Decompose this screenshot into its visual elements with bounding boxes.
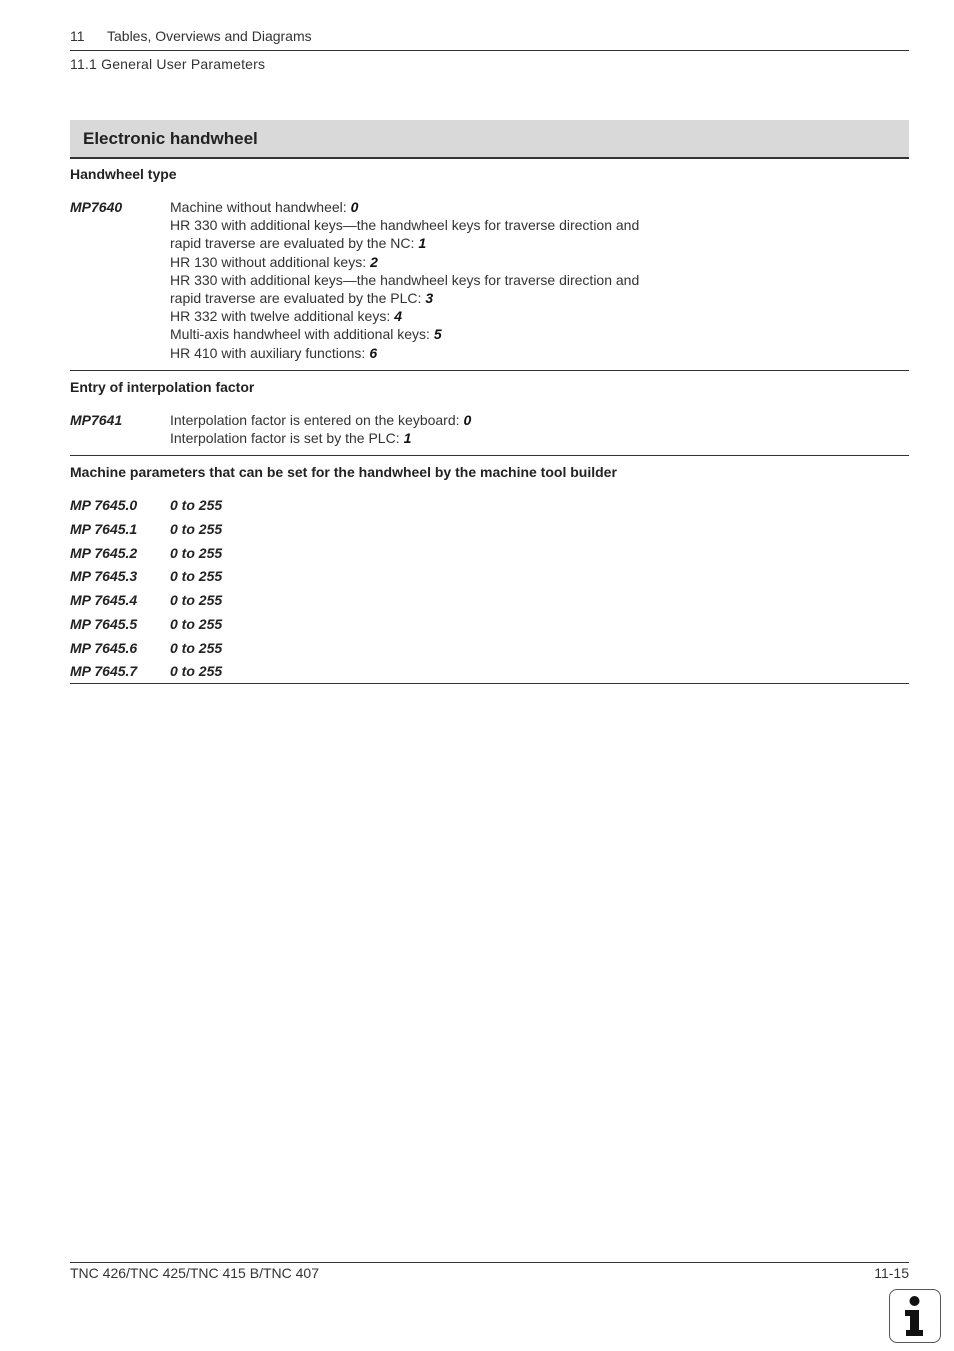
- machine-param-range: 0 to 255: [170, 616, 223, 632]
- option-line: [170, 253, 639, 271]
- machine-param-name: MP 7645.5: [70, 616, 138, 632]
- param-mp7641: MP7641: [70, 412, 123, 428]
- option-line: [170, 307, 639, 325]
- option-line: [170, 216, 639, 234]
- footer-divider: [70, 1262, 909, 1263]
- interpolation-heading: Entry of interpolation factor: [70, 379, 255, 395]
- machine-param-name: MP 7645.7: [70, 663, 138, 679]
- option-text: HR 330 with additional keys—the handwheel keys for traverse direction and: [170, 217, 640, 234]
- mp7640-options: [170, 198, 639, 362]
- option-line: [170, 289, 639, 307]
- machine-params-heading: Machine parameters that can be set for the handwheel by the machine tool builder: [70, 464, 617, 480]
- option-value: 3: [425, 289, 434, 306]
- machine-param-range: 0 to 255: [170, 521, 223, 537]
- section-divider: [70, 455, 909, 456]
- option-text: Interpolation factor is set by the PLC:: [170, 430, 400, 447]
- page-number: 11-15: [874, 1265, 909, 1281]
- option-text: HR 410 with auxiliary functions:: [170, 344, 366, 361]
- handwheel-type-heading: Handwheel type: [70, 166, 177, 182]
- option-text: Interpolation factor is entered on the keyboard:: [170, 412, 460, 428]
- running-header-chapter: [70, 28, 312, 44]
- mp7641-options: [170, 411, 471, 447]
- option-value: 5: [433, 326, 442, 343]
- option-line: [170, 271, 639, 289]
- machine-param-range: 0 to 255: [170, 497, 223, 513]
- machine-param-range: 0 to 255: [170, 592, 223, 608]
- running-header-section: 11.1 General User Parameters: [70, 56, 266, 72]
- machine-param-name: MP 7645.6: [70, 640, 138, 656]
- machine-param-range: 0 to 255: [170, 545, 223, 561]
- option-text: Machine without handwheel:: [170, 199, 347, 215]
- machine-param-name: MP 7645.4: [70, 592, 138, 608]
- info-icon[interactable]: [889, 1289, 941, 1343]
- option-line: [170, 344, 639, 362]
- option-line: [170, 411, 471, 429]
- option-text: HR 332 with twelve additional keys:: [170, 308, 391, 325]
- option-line: [170, 234, 639, 252]
- machine-param-range: 0 to 255: [170, 568, 223, 584]
- footer-models: TNC 426/TNC 425/TNC 415 B/TNC 407: [70, 1265, 319, 1281]
- option-text: HR 330 with additional keys—the handwheel keys for traverse direction and: [170, 271, 640, 288]
- section-title: Electronic handwheel: [83, 129, 258, 148]
- option-text: rapid traverse are evaluated by the NC:: [170, 235, 415, 252]
- option-text: HR 130 without additional keys:: [170, 253, 367, 270]
- option-value: 1: [403, 430, 412, 447]
- machine-param-name: MP 7645.2: [70, 545, 138, 561]
- option-value: 4: [394, 308, 403, 325]
- machine-param-name: MP 7645.0: [70, 497, 138, 513]
- section-divider: [70, 370, 909, 371]
- section-banner: [70, 120, 909, 159]
- chapter-title: Tables, Overviews and Diagrams: [107, 28, 312, 44]
- option-value: 6: [369, 344, 378, 361]
- section-divider: [70, 683, 909, 684]
- header-divider: [70, 50, 909, 51]
- option-value: 1: [418, 235, 427, 252]
- option-text: Multi-axis handwheel with additional keys:: [170, 326, 430, 343]
- chapter-number: 11: [70, 28, 85, 44]
- option-value: 2: [370, 253, 378, 270]
- option-value: 0: [350, 199, 359, 215]
- machine-param-range: 0 to 255: [170, 640, 223, 656]
- option-line: [170, 429, 471, 447]
- option-value: 0: [463, 412, 472, 428]
- option-line: [170, 325, 639, 343]
- option-line: [170, 198, 639, 216]
- param-mp7640: MP7640: [70, 199, 123, 215]
- machine-param-range: 0 to 255: [170, 663, 223, 679]
- option-text: rapid traverse are evaluated by the PLC:: [170, 289, 422, 306]
- machine-param-name: MP 7645.3: [70, 568, 138, 584]
- info-glyph: [890, 1290, 939, 1341]
- machine-param-name: MP 7645.1: [70, 521, 138, 537]
